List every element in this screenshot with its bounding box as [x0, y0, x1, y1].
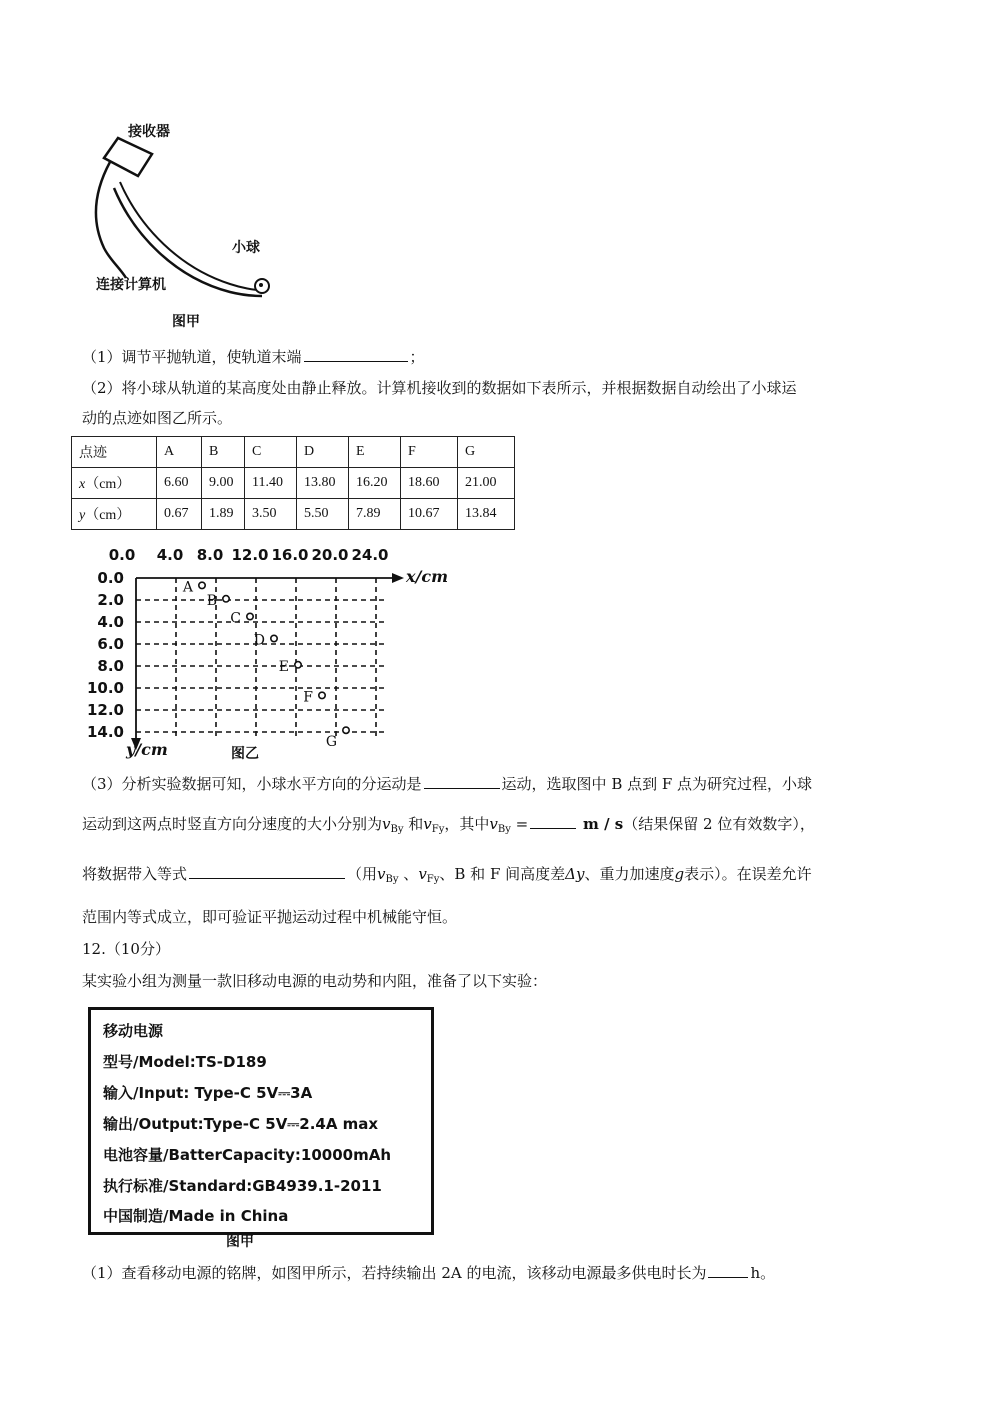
table-row	[72, 499, 515, 530]
data-point-label: B	[206, 592, 217, 609]
x-tick-label: 8.0	[196, 546, 224, 564]
q12-1-answer-blank[interactable]	[708, 1261, 748, 1278]
nameplate-line: 移动电源	[103, 1022, 164, 1040]
y-tick-label: 0.0	[97, 569, 124, 587]
data-point-label: G	[325, 734, 337, 751]
table-header-cell: C	[245, 437, 297, 468]
y-tick-label: 14.0	[86, 723, 124, 741]
computer-label: 连接计算机	[96, 277, 166, 293]
table-header-cell: F	[401, 437, 458, 468]
table-header-cell: A	[157, 437, 202, 468]
y-tick-label: 8.0	[97, 657, 124, 675]
x-tick-label: 4.0	[156, 546, 184, 564]
data-point-label: D	[253, 632, 265, 649]
table-header-cell: B	[202, 437, 245, 468]
q2-line-1: （2）将小球从轨道的某高度处由静止释放。计算机接收到的数据如下表所示，并根据数据自动绘出了小球运	[82, 379, 797, 397]
x-axis-arrow	[392, 573, 404, 583]
q1-line	[82, 345, 425, 368]
computer-cable	[96, 162, 126, 278]
apparatus-figure	[90, 118, 290, 328]
x-tick-label: 12.0	[231, 546, 269, 564]
q12-1-line: （1）查看移动电源的铭牌，如图甲所示，若持续输出 2A 的电流，该移动电源最多供电时长为 h。	[82, 1261, 775, 1284]
table-cell: 9.00	[202, 468, 245, 499]
data-point	[247, 613, 253, 619]
nameplate	[88, 1007, 434, 1235]
q3-motion-blank[interactable]	[424, 772, 500, 789]
data-table	[71, 436, 515, 530]
data-point-label: C	[230, 610, 241, 627]
nameplate-line: 型号/Model:TS-D189	[103, 1053, 267, 1071]
data-point	[343, 727, 349, 733]
y-tick-label: 4.0	[97, 613, 124, 631]
nameplate-line: 中国制造/Made in China	[103, 1207, 289, 1225]
y-tick-label: 2.0	[97, 591, 124, 609]
data-point	[223, 596, 229, 602]
table-cell: 18.60	[401, 468, 458, 499]
data-point-label: E	[278, 658, 289, 675]
table-cell: 16.20	[349, 468, 401, 499]
table-cell: 7.89	[349, 499, 401, 530]
q12-intro: 某实验小组为测量一款旧移动电源的电动势和内阻，准备了以下实验：	[82, 972, 548, 990]
x-tick-label: 24.0	[351, 546, 389, 564]
trajectory-chart	[76, 540, 456, 765]
q12-title: 12.（10分）	[82, 940, 170, 958]
table-cell: 1.89	[202, 499, 245, 530]
y-axis-label: y/cm	[126, 740, 168, 759]
x-tick-label: 16.0	[271, 546, 309, 564]
q1-text-end: ；	[409, 348, 425, 366]
table-row-label: y（cm）	[72, 499, 157, 530]
table-cell: 0.67	[157, 499, 202, 530]
table-header-cell: 点迹	[72, 437, 157, 468]
y-tick-label: 6.0	[97, 635, 124, 653]
nameplate-line: 电池容量/BatterCapacity:10000mAh	[103, 1146, 392, 1164]
table-cell: 5.50	[297, 499, 349, 530]
table-header-cell: D	[297, 437, 349, 468]
table-cell: 6.60	[157, 468, 202, 499]
q3-equation-blank[interactable]	[189, 862, 345, 879]
table-row	[72, 468, 515, 499]
table-cell: 10.67	[401, 499, 458, 530]
q3-line-4: 范围内等式成立，即可验证平抛运动过程中机械能守恒。	[82, 908, 458, 926]
data-point-label: F	[303, 689, 313, 706]
table-cell: 13.80	[297, 468, 349, 499]
q3-velocity-blank[interactable]	[530, 812, 576, 829]
table-cell: 13.84	[458, 499, 515, 530]
nameplate-caption: 图甲	[226, 1234, 254, 1250]
receiver-label: 接收器	[128, 124, 170, 140]
table-header-cell: E	[349, 437, 401, 468]
y-tick-label: 10.0	[86, 679, 124, 697]
table-cell: 11.40	[245, 468, 297, 499]
table-cell: 3.50	[245, 499, 297, 530]
nameplate-line: 输入/Input: Type-C 5V⎓3A	[103, 1084, 313, 1102]
x-tick-label: 20.0	[311, 546, 349, 564]
data-point-label: A	[182, 579, 193, 596]
nameplate-line: 输出/Output:Type-C 5V⎓2.4A max	[103, 1115, 379, 1133]
table-row-label: x（cm）	[72, 468, 157, 499]
figure-jia-caption: 图甲	[172, 314, 200, 330]
data-point	[199, 582, 205, 588]
nameplate-line: 执行标准/Standard:GB4939.1-2011	[103, 1177, 382, 1195]
data-point	[319, 692, 325, 698]
q1-text: （1）调节平抛轨道，使轨道末端	[82, 348, 302, 366]
data-point	[271, 635, 277, 641]
q3-line-2: 运动到这两点时竖直方向分速度的大小分别为$v_{By}$ 和$v_{Fy}$，其中$v_{By} = m / s$（结果保留 2 位有效数字），	[82, 812, 815, 841]
chart-caption: 图乙	[231, 746, 259, 762]
x-axis-label: x/cm	[406, 567, 449, 586]
data-point	[295, 662, 301, 668]
q1-answer-blank[interactable]	[304, 345, 408, 362]
table-row	[72, 437, 515, 468]
q2-line-2: 动的点迹如图乙所示。	[82, 409, 233, 427]
x-tick-label: 0.0	[108, 546, 136, 564]
receiver-box	[104, 138, 152, 176]
q3-line-1: （3）分析实验数据可知，小球水平方向的分运动是 运动，选取图中 B 点到 F 点为研究过程，小球	[82, 772, 812, 795]
ball-label: 小球	[232, 240, 260, 256]
table-cell: 21.00	[458, 468, 515, 499]
table-header-cell: G	[458, 437, 515, 468]
q3-line-3: 将数据带入等式 （用$v_{By}$ 、$v_{Fy}$、B 和 F 间高度差Δy、重力加速度g表示）。在误差允许	[82, 862, 812, 891]
y-tick-label: 12.0	[86, 701, 124, 719]
